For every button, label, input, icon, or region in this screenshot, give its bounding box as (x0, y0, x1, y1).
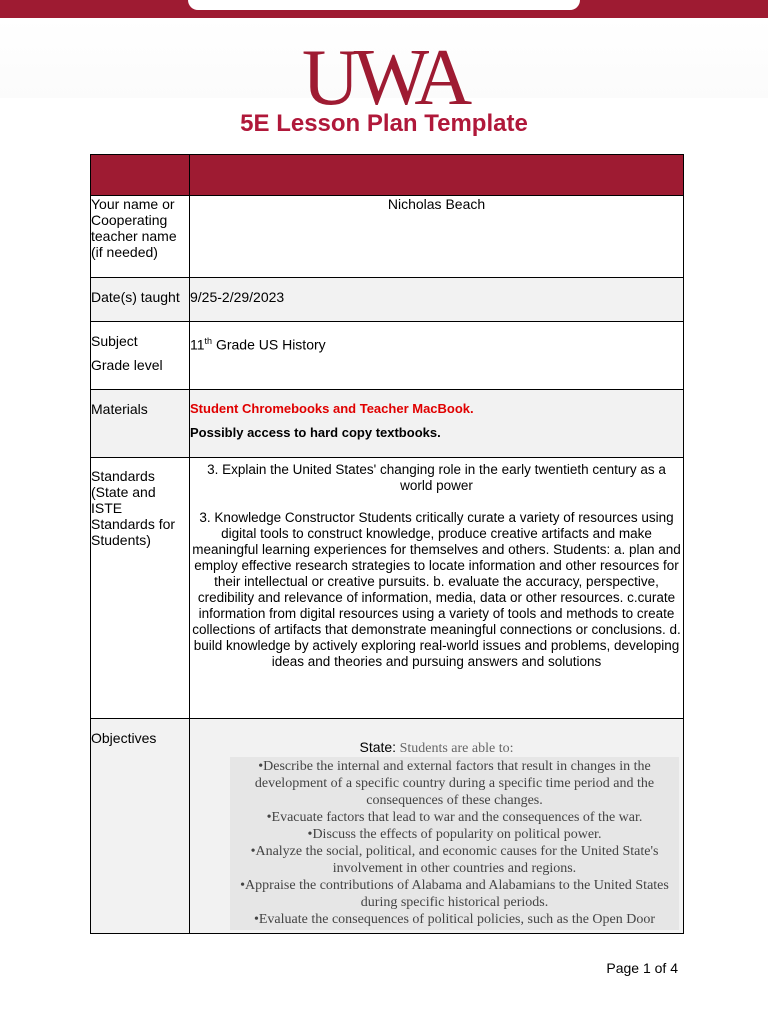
row-materials (91, 390, 684, 458)
iste-standard: 3. Knowledge Constructor Students critically curate a variety of resources using digital tools to construct knowledge, produce creative artifacts and make meaningful learning experiences for themselves and others. Students: a. plan and employ effective research strategies to locate information and other resources for their intellectual or creative pursuits. b. evaluate the accuracy, perspective, credibility and relevance of information, media, data or other resources. c.curate information from digital resources using a variety of tools and methods to create collections of artifacts that demonstrate meaningful connections or conclusions. d. build knowledge by actively exploring real-world issues and problems, developing ideas and theories and pursuing answers and solutions (192, 510, 681, 669)
objective-item: •Evacuate factors that lead to war and the consequences of the war. (266, 810, 643, 825)
objective-item: •Appraise the contributions of Alabama and Alabamians to the United States during specific historical periods. (240, 878, 669, 910)
lesson-plan-table (90, 154, 684, 934)
objectives-list (230, 757, 679, 930)
standards-label: Standards (State and ISTE Standards for Students) (91, 458, 190, 719)
objectives-state-line (190, 739, 683, 757)
document-title: 5E Lesson Plan Template (240, 110, 528, 137)
objective-item: •Discuss the effects of popularity on political power. (307, 827, 602, 842)
objectives-value (190, 719, 684, 934)
row-objectives (91, 719, 684, 934)
top-band-notch (188, 0, 580, 10)
header-cell-right (190, 155, 684, 196)
row-subject (91, 322, 684, 390)
objectives-label: Objectives (91, 719, 190, 934)
subject-value (190, 322, 684, 390)
objectives-state-label: State: (359, 739, 397, 755)
grade-suffix: th (204, 336, 213, 346)
subject-label-cell (91, 322, 190, 390)
uwa-logo: UWA (301, 34, 467, 122)
standards-value (190, 458, 684, 719)
logo-area (0, 18, 768, 122)
grade-level-label: Grade level (91, 357, 163, 373)
materials-label: Materials (91, 390, 190, 458)
grade-number: 11 (190, 336, 205, 353)
subject-text: Grade US History (212, 336, 326, 353)
name-label: Your name or Cooperating teacher name (if needed) (91, 196, 190, 278)
header-cell-left (91, 155, 190, 196)
dates-value: 9/25-2/29/2023 (190, 278, 684, 322)
table-header-row (91, 155, 684, 196)
objective-item: •Describe the internal and external factors that result in changes in the development of a specific country during a specific time period and the consequences of these changes. (254, 759, 655, 808)
dates-label: Date(s) taught (91, 278, 190, 322)
materials-line-1: Student Chromebooks and Teacher MacBook. (190, 401, 474, 416)
objective-item: •Evaluate the consequences of political policies, such as the Open Door (253, 912, 656, 927)
materials-value (190, 390, 684, 458)
objective-item: •Analyze the social, political, and economic causes for the United State's involvement in other countries and regions. (250, 844, 659, 876)
page-number: Page 1 of 4 (606, 960, 678, 976)
subject-label: Subject (91, 333, 138, 349)
row-name (91, 196, 684, 278)
name-value: Nicholas Beach (190, 196, 684, 278)
row-standards (91, 458, 684, 719)
objectives-state-intro: Students are able to: (396, 741, 514, 756)
state-standard: 3. Explain the United States' changing role in the early twentieth century as a world power (207, 462, 666, 493)
row-dates (91, 278, 684, 322)
materials-line-2: Possibly access to hard copy textbooks. (190, 425, 441, 440)
